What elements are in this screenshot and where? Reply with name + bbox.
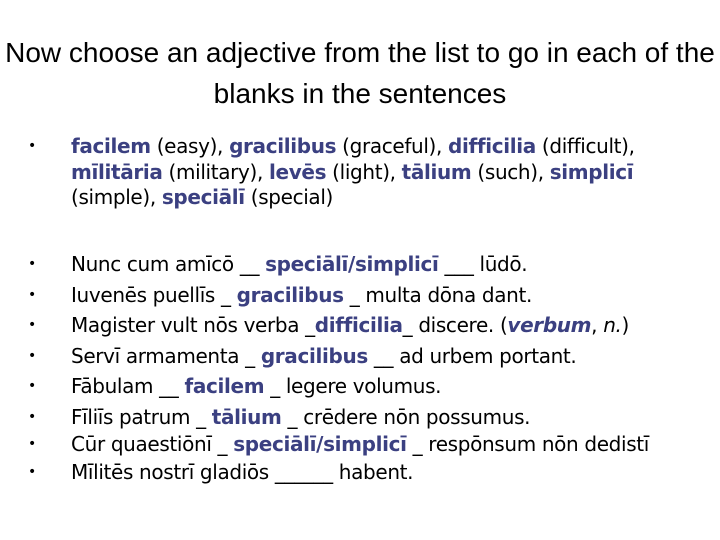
vocab-word: levēs [268,159,327,184]
bullet-icon: • [28,286,36,303]
sentence-text: ___ lūdō. [438,252,528,276]
bullet-icon: • [28,436,36,452]
vocab-word: speciālī [161,185,245,209]
vocab-word: facilem [71,134,151,158]
sentence-text: Fābulam __ [71,374,185,398]
sentence-item [28,402,708,433]
bullet-icon: • [28,464,36,480]
vocab-bullet [28,134,678,211]
vocab-translation: (special) [244,185,333,209]
sentence-text: Fīliīs patrum _ [71,404,212,429]
sentence-item [28,310,708,341]
sentence-answer: gracilibus [260,343,368,368]
sentence-answer: tālium [211,404,282,429]
sentence-note-sep: , [591,313,604,337]
bullet-icon: • [28,317,36,333]
vocab-translation: (difficult), [535,134,635,158]
sentence-answer: speciālī/simplicī [233,432,407,456]
sentence-text: Iuvenēs puellīs _ [71,282,237,307]
sentence-note-word: verbum [507,313,592,337]
vocab-word: tālium [401,159,472,184]
vocab-word: gracilibus [229,134,337,158]
sentence-answer: difficilia [314,313,403,337]
sentence-answer: facilem [184,374,265,398]
sentence-item [28,341,708,372]
sentence-item [28,371,708,402]
sentence-item [28,249,708,280]
sentence-text: _ discere. ( [402,313,508,337]
sentence-text: _ multa dōna dant. [343,282,533,307]
bullet-icon: • [28,378,36,394]
vocab-translation: (graceful), [336,134,449,158]
slide-title: Now choose an adjective from the list to go in each of the blanks in the sentences [5,37,715,109]
sentence-answer: gracilibus [236,282,344,307]
sentence-note-close: ) [621,313,629,337]
bullet-icon: • [28,256,36,272]
sentence-text: _ crēdere nōn possumus. [281,404,531,429]
vocab-translation: (simple), [71,185,162,209]
vocab-translation: (easy), [150,134,230,158]
vocab-list [28,134,678,211]
sentence-text: Servī armamenta _ [71,343,261,368]
sentence-list [28,249,708,488]
vocab-word: simplicī [549,159,634,184]
sentence-text: _ respōnsum nōn dedistī [406,432,650,456]
sentence-answer: speciālī/simplicī [265,252,439,276]
sentence-text: Magister vult nōs verba _ [71,313,315,337]
sentence-text: Mīlitēs nostrī gladiōs ______ habent. [71,460,414,484]
bullet-icon: • [28,138,36,154]
bullet-icon: • [28,408,36,425]
vocab-translation: (such), [471,159,550,184]
sentence-text: __ ad urbem portant. [367,343,577,368]
vocab-translation: (light), [326,159,402,184]
sentence-item [28,432,671,457]
sentence-text: _ legere volumus. [264,374,442,398]
vocab-word: difficilia [448,134,536,158]
sentence-text: Cūr quaestiōnī _ [71,432,234,456]
sentence-item [28,457,708,488]
vocab-translation: (military), [162,159,269,184]
sentence-item [28,280,708,311]
sentence-note-gender: n. [603,313,622,337]
vocab-word: mīlitāria [71,159,163,184]
sentence-text: Nunc cum amīcō __ [71,252,266,276]
bullet-icon: • [28,347,36,364]
